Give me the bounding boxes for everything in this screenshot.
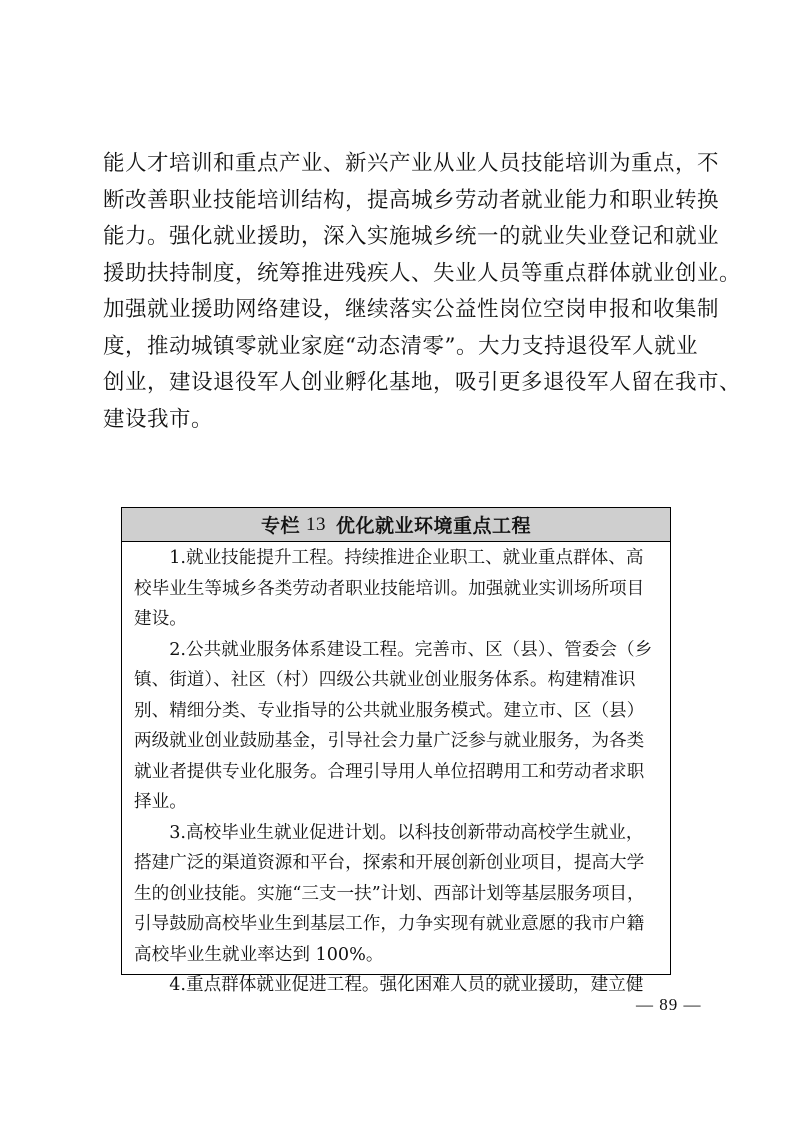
column-number: 13 bbox=[306, 513, 326, 535]
item-line: 生的创业技能。实施“三支一扶”计划、西部计划等基层服务项目， bbox=[134, 883, 645, 904]
project-item bbox=[134, 970, 658, 1001]
paragraph-line: 创业，建设退役军人创业孵化基地，吸引更多退役军人留在我市、 bbox=[103, 370, 742, 395]
column-box-body bbox=[122, 542, 670, 1001]
column-title: 优化就业环境重点工程 bbox=[336, 515, 532, 537]
paragraph-line: 度，推动城镇零就业家庭“动态清零”。大力支持退役军人就业 bbox=[103, 333, 698, 359]
paragraph-line: 援助扶持制度，统筹推进残疾人、失业人员等重点群体就业创业。 bbox=[103, 260, 742, 286]
item-line: 校毕业生等城乡各类劳动者职业技能培训。加强就业实训场所项目 bbox=[134, 578, 645, 599]
project-item bbox=[134, 635, 658, 818]
item-line: 镇、街道）、社区（村）四级公共就业创业服务体系。构建精准识 bbox=[134, 670, 636, 690]
item-line: 搭建广泛的渠道资源和平台，探索和开展创新创业项目，提高大学 bbox=[134, 853, 645, 873]
project-item bbox=[134, 543, 658, 635]
item-line: 高校毕业生就业率达到 100%。 bbox=[134, 944, 384, 965]
item-line: 3.高校毕业生就业促进计划。以科技创新带动高校学生就业， bbox=[134, 822, 644, 843]
item-line: 就业者提供专业化服务。合理引导用人单位招聘用工和劳动者求职 bbox=[134, 761, 645, 782]
project-item bbox=[134, 818, 658, 971]
column-label: 专栏 bbox=[260, 515, 300, 537]
paragraph-line: 能人才培训和重点产业、新兴产业从业人员技能培训为重点，不 bbox=[103, 151, 720, 176]
item-line: 引导鼓励高校毕业生到基层工作，力争实现有就业意愿的我市户籍 bbox=[134, 914, 645, 934]
item-line: 两级就业创业鼓励基金，引导社会力量广泛参与就业服务，为各类 bbox=[134, 731, 645, 751]
column-box-title bbox=[122, 508, 670, 542]
column-box bbox=[121, 507, 671, 995]
item-line: 择业。 bbox=[134, 792, 187, 812]
paragraph-line: 加强就业援助网络建设，继续落实公益性岗位空岗申报和收集制 bbox=[103, 297, 720, 322]
body-paragraph bbox=[103, 146, 742, 438]
paragraph-line: 断改善职业技能培训结构，提高城乡劳动者就业能力和职业转换 bbox=[103, 187, 720, 213]
paragraph-line: 能力。强化就业援助，深入实施城乡统一的就业失业登记和就业 bbox=[103, 224, 720, 249]
paragraph-line: 建设我市。 bbox=[103, 406, 214, 432]
item-line: 1.就业技能提升工程。持续推进企业职工、就业重点群体、高 bbox=[134, 548, 644, 568]
item-line: 2.公共就业服务体系建设工程。完善市、区（县）、管委会（乡 bbox=[134, 639, 653, 660]
item-line: 建设。 bbox=[134, 609, 187, 629]
item-line: 4.重点群体就业促进工程。强化困难人员的就业援助，建立健 bbox=[134, 975, 644, 995]
page-number: — 89 — bbox=[636, 995, 702, 1014]
item-line: 别、精细分类、专业指导的公共就业服务模式。建立市、区（县） bbox=[134, 700, 645, 721]
